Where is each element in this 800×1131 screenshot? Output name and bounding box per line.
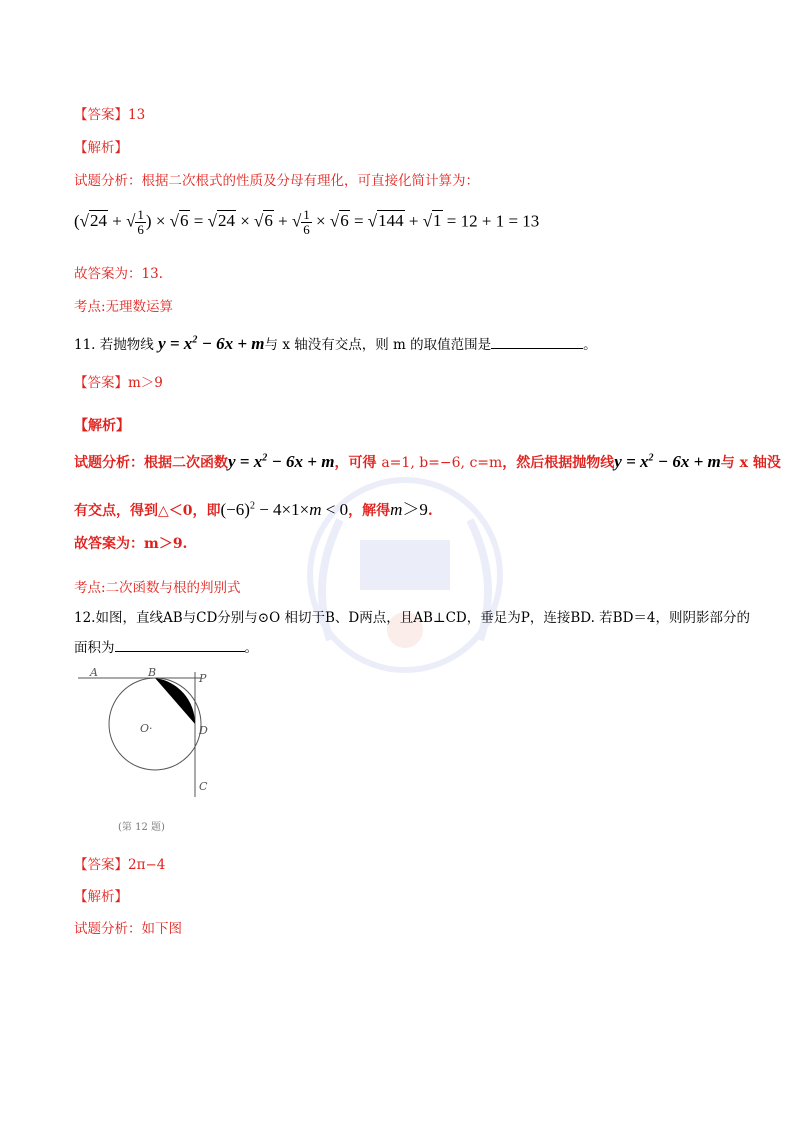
analysis-label: 【解析】 — [74, 418, 130, 434]
figure-caption: (第 12 题) — [118, 822, 165, 833]
answer-label: 【答案】 — [74, 857, 128, 873]
question-number: 11. — [74, 337, 96, 353]
analysis-text: 试题分析：根据二次根式的性质及分母有理化，可直接化简计算为： — [74, 173, 479, 189]
analysis-text: 试题分析：如下图 — [74, 921, 182, 937]
analysis-d: 与 x 轴没 — [720, 455, 781, 471]
label-p: P — [199, 672, 207, 685]
stem-b: 与 x 轴没有交点，则 m 的取值范围是 — [264, 337, 492, 353]
answer-value: m＞9 — [128, 375, 163, 391]
question-number: 12. — [74, 610, 96, 626]
answer-label: 【答案】 — [74, 375, 128, 391]
label-a: A — [90, 666, 98, 679]
label-d: D — [199, 724, 208, 737]
analysis-line2-b: ，解得 — [348, 503, 391, 519]
q11-analysis-line2: 有交点，得到△＜0，即$(-6)^2 - 4\times 1\times m < 0$，解得m＞9. — [74, 500, 433, 519]
answer-value: 2π−4 — [128, 857, 166, 873]
analysis-b: ，可得 — [334, 455, 377, 471]
q10-formula: (√24 + √ $\frac{1}{6}$ ) × √6 = √24 × √6 + √ $\frac{1}{6}$ × √6 = √144 + √1 = 12 + 1 = 13 — [74, 207, 540, 237]
q11-analysis-line1: 试题分析：根据二次函数$y = x^2 - 6x + m$，可得 a=1, b=−6, c=m，然后根据抛物线$y = x^2 - 6x + m$与 x 轴没 — [74, 452, 781, 471]
stem-line2: 面积为 — [74, 640, 115, 656]
answer-blank — [491, 334, 583, 349]
answer-value: 13 — [128, 107, 146, 123]
analysis-coeffs: a=1, b=−6, c=m — [381, 455, 503, 471]
label-o: O· — [140, 722, 153, 735]
kaodian: 考点:无理数运算 — [74, 299, 174, 315]
analysis-line2-a: 有交点，得到△＜0，即 — [74, 503, 221, 519]
analysis-label: 【解析】 — [74, 889, 128, 905]
conclusion: 故答案为：13. — [74, 266, 163, 282]
question-12 — [74, 606, 750, 626]
stem-a: 若抛物线 — [99, 337, 154, 353]
label-c: C — [199, 780, 208, 793]
stem-end: 。 — [244, 640, 258, 656]
analysis-a: 试题分析：根据二次函数 — [74, 455, 228, 471]
stem-end: 。 — [583, 337, 597, 353]
analysis-label: 【解析】 — [74, 140, 128, 156]
shaded-region — [155, 678, 195, 724]
answer-label: 【答案】 — [74, 107, 128, 123]
label-b: B — [148, 666, 157, 679]
geometry-figure — [70, 662, 240, 842]
stem: 如图，直线AB与CD分别与⊙O 相切于B、D两点，且AB⊥CD，垂足为P，连接BD. 若BD＝4，则阴影部分的 — [95, 610, 751, 626]
answer-blank — [115, 637, 245, 652]
formula-tail: = 12 + 1 = 13 — [446, 211, 540, 231]
kaodian: 考点:二次函数与根的判别式 — [74, 580, 241, 596]
conclusion: 故答案为：m＞9. — [74, 536, 188, 552]
question-11: 11. 若抛物线 $y = x^2 - 6x + m$与 x 轴没有交点，则 m 的取值范围是 。 — [74, 334, 597, 353]
analysis-c: ，然后根据抛物线 — [502, 455, 615, 471]
